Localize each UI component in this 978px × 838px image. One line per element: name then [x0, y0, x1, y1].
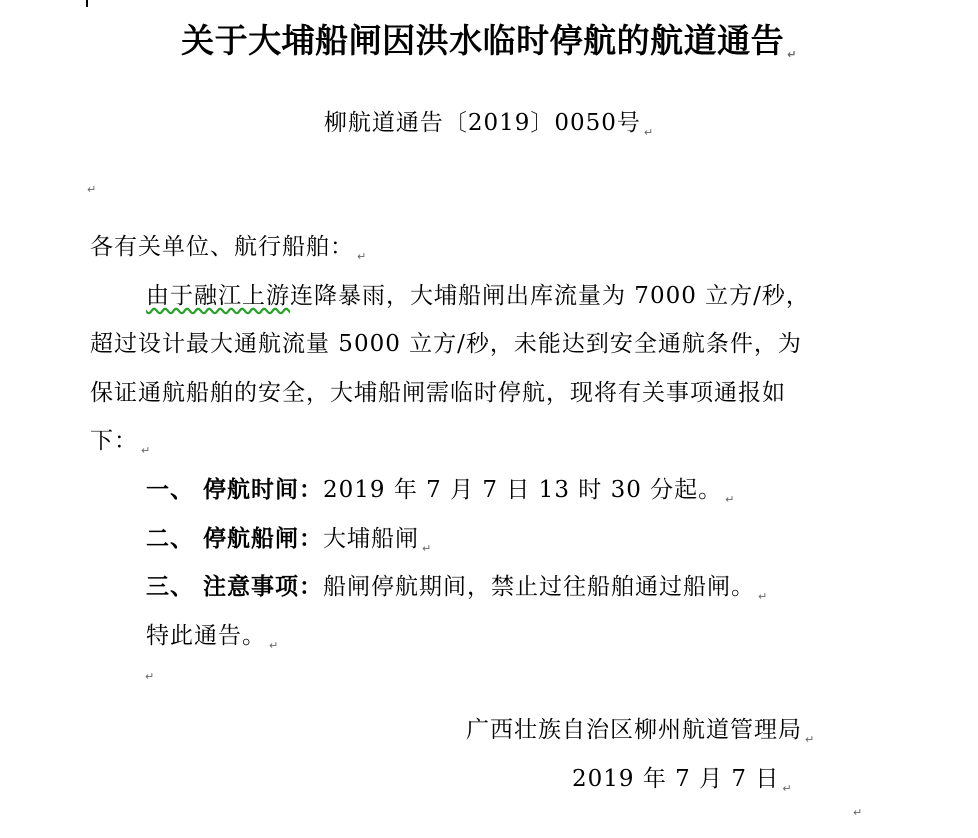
issuer-signature: 广西壮族自治区柳州航道管理局 ↵ [466, 717, 816, 746]
paragraph-mark-icon: ↵ [805, 733, 816, 746]
paragraph-mark-icon: ↵ [643, 126, 655, 139]
paragraph-mark-icon: ↵ [357, 250, 368, 263]
body-line-2: 超过设计最大通航流量 5000 立方/秒，未能达到安全通航条件，为 [90, 331, 802, 357]
body-line-4: 下： ↵ [90, 428, 152, 457]
paragraph-mark-icon: ↵ [782, 782, 793, 795]
list-item-label: 三、 注意事项： [146, 574, 324, 600]
paragraph-mark-icon: ↵ [787, 48, 797, 61]
spellcheck-underlined-text: 由于融江上游 [146, 283, 290, 309]
paragraph-mark-icon: ↵ [87, 183, 97, 196]
page-corner-mark [86, 0, 88, 7]
list-item-text: 2019 年 7 月 7 日 13 时 30 分起。 [323, 477, 723, 503]
paragraph-mark-icon: ↵ [269, 639, 280, 652]
body-line-1: 由于融江上游连降暴雨，大埔船闸出库流量为 7000 立方/秒， [146, 283, 810, 309]
list-item-text: 船闸停航期间，禁止过往船舶通过船闸。 [323, 574, 756, 600]
closing-text: 特此通告。 ↵ [146, 623, 280, 652]
paragraph-mark-icon: ↵ [422, 542, 433, 555]
paragraph-mark-icon: ↵ [758, 590, 769, 603]
list-item [146, 568, 768, 601]
paragraph-mark-icon: ↵ [141, 444, 152, 457]
list-item [146, 520, 432, 553]
list-item-text: 大埔船闸 [323, 526, 420, 552]
paragraph-mark-icon: ↵ [145, 670, 155, 683]
paragraph-mark-icon: ↵ [853, 806, 863, 819]
paragraph-mark-icon: ↵ [725, 493, 736, 506]
list-item-label: 二、 停航船闸： [146, 526, 324, 552]
salutation: 各有关单位、航行船舶： ↵ [90, 234, 368, 263]
document-number: 柳航道通告〔2019〕0050号 ↵ [323, 110, 655, 139]
list-item-label: 一、 停航时间： [146, 477, 324, 503]
list-item [146, 471, 735, 504]
body-line-3: 保证通航船舶的安全，大埔船闸需临时停航，现将有关事项通报如 [90, 380, 786, 406]
document-title: 关于大埔船闸因洪水临时停航的航道通告 ↵ [181, 21, 797, 61]
issue-date: 2019 年 7 月 7 日 ↵ [572, 766, 793, 795]
